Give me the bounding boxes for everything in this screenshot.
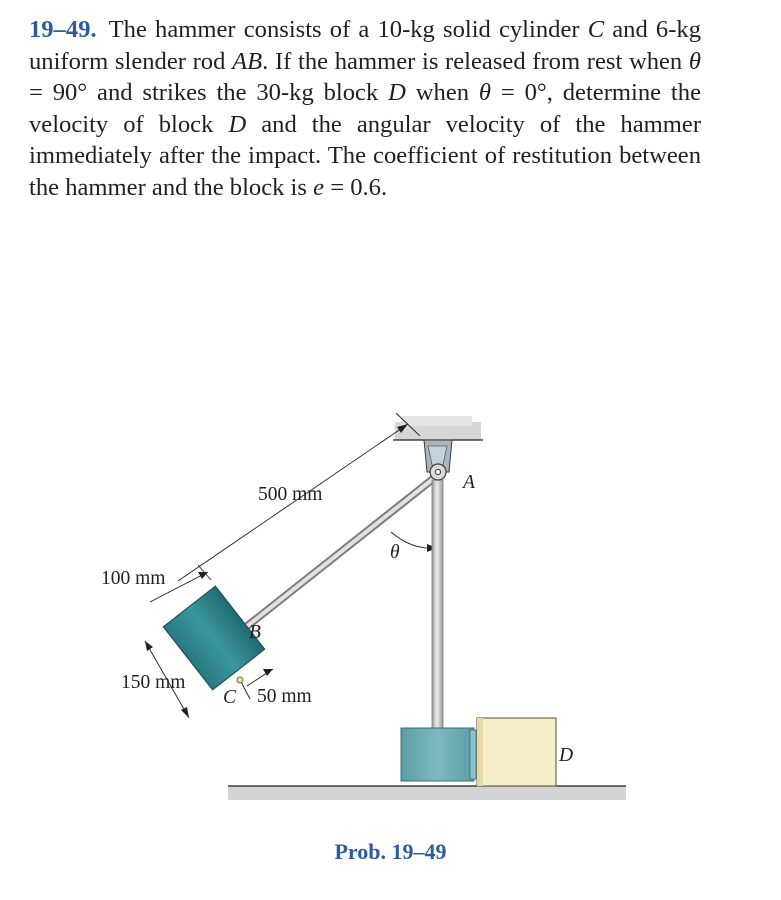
label-c: C (223, 687, 237, 708)
problem-text-6: = 0°, determine the velocity of block (29, 79, 701, 138)
var-d-2: D (228, 110, 247, 138)
var-d-1: D (388, 79, 406, 106)
label-100mm: 100 mm (101, 568, 166, 589)
var-e: e (313, 173, 325, 201)
label-500mm: 500 mm (258, 484, 323, 505)
label-a: A (463, 472, 475, 493)
label-b: B (249, 622, 261, 643)
var-ab: AB (232, 47, 263, 75)
problem-text-8: = 0.6. (324, 173, 388, 201)
problem-number: 19–49. (29, 16, 97, 43)
pin-bracket (424, 440, 452, 480)
label-150mm: 150 mm (121, 672, 186, 693)
ceiling-support (393, 416, 483, 440)
hanging-cylinder (401, 728, 476, 781)
var-theta-2: θ (478, 79, 491, 106)
dimension-lines (145, 413, 437, 718)
problem-text-4: = 90° and strikes the 30-kg block (29, 79, 389, 106)
problem-text-1: The hammer consists of a 10-kg solid cylinder (108, 16, 588, 43)
rod-vertical (432, 480, 443, 728)
problem-text-5: when (405, 79, 479, 106)
problem-text-3: . If the hammer is released from rest when (262, 47, 689, 75)
problem-text-2: and 6-kg uniform slender rod (29, 16, 701, 75)
block-d (477, 718, 556, 786)
problem-text-7: and the angular velocity of the hammer immediately after the impact. The coefficient of restitution between the hammer and the block is (29, 110, 702, 201)
figure-caption: Prob. 19–49 (334, 839, 447, 864)
label-d: D (559, 745, 574, 766)
label-theta: θ (390, 542, 400, 563)
ground (228, 786, 626, 800)
var-c: C (587, 16, 605, 43)
var-theta-1: θ (688, 47, 701, 75)
label-50mm: 50 mm (257, 686, 312, 707)
